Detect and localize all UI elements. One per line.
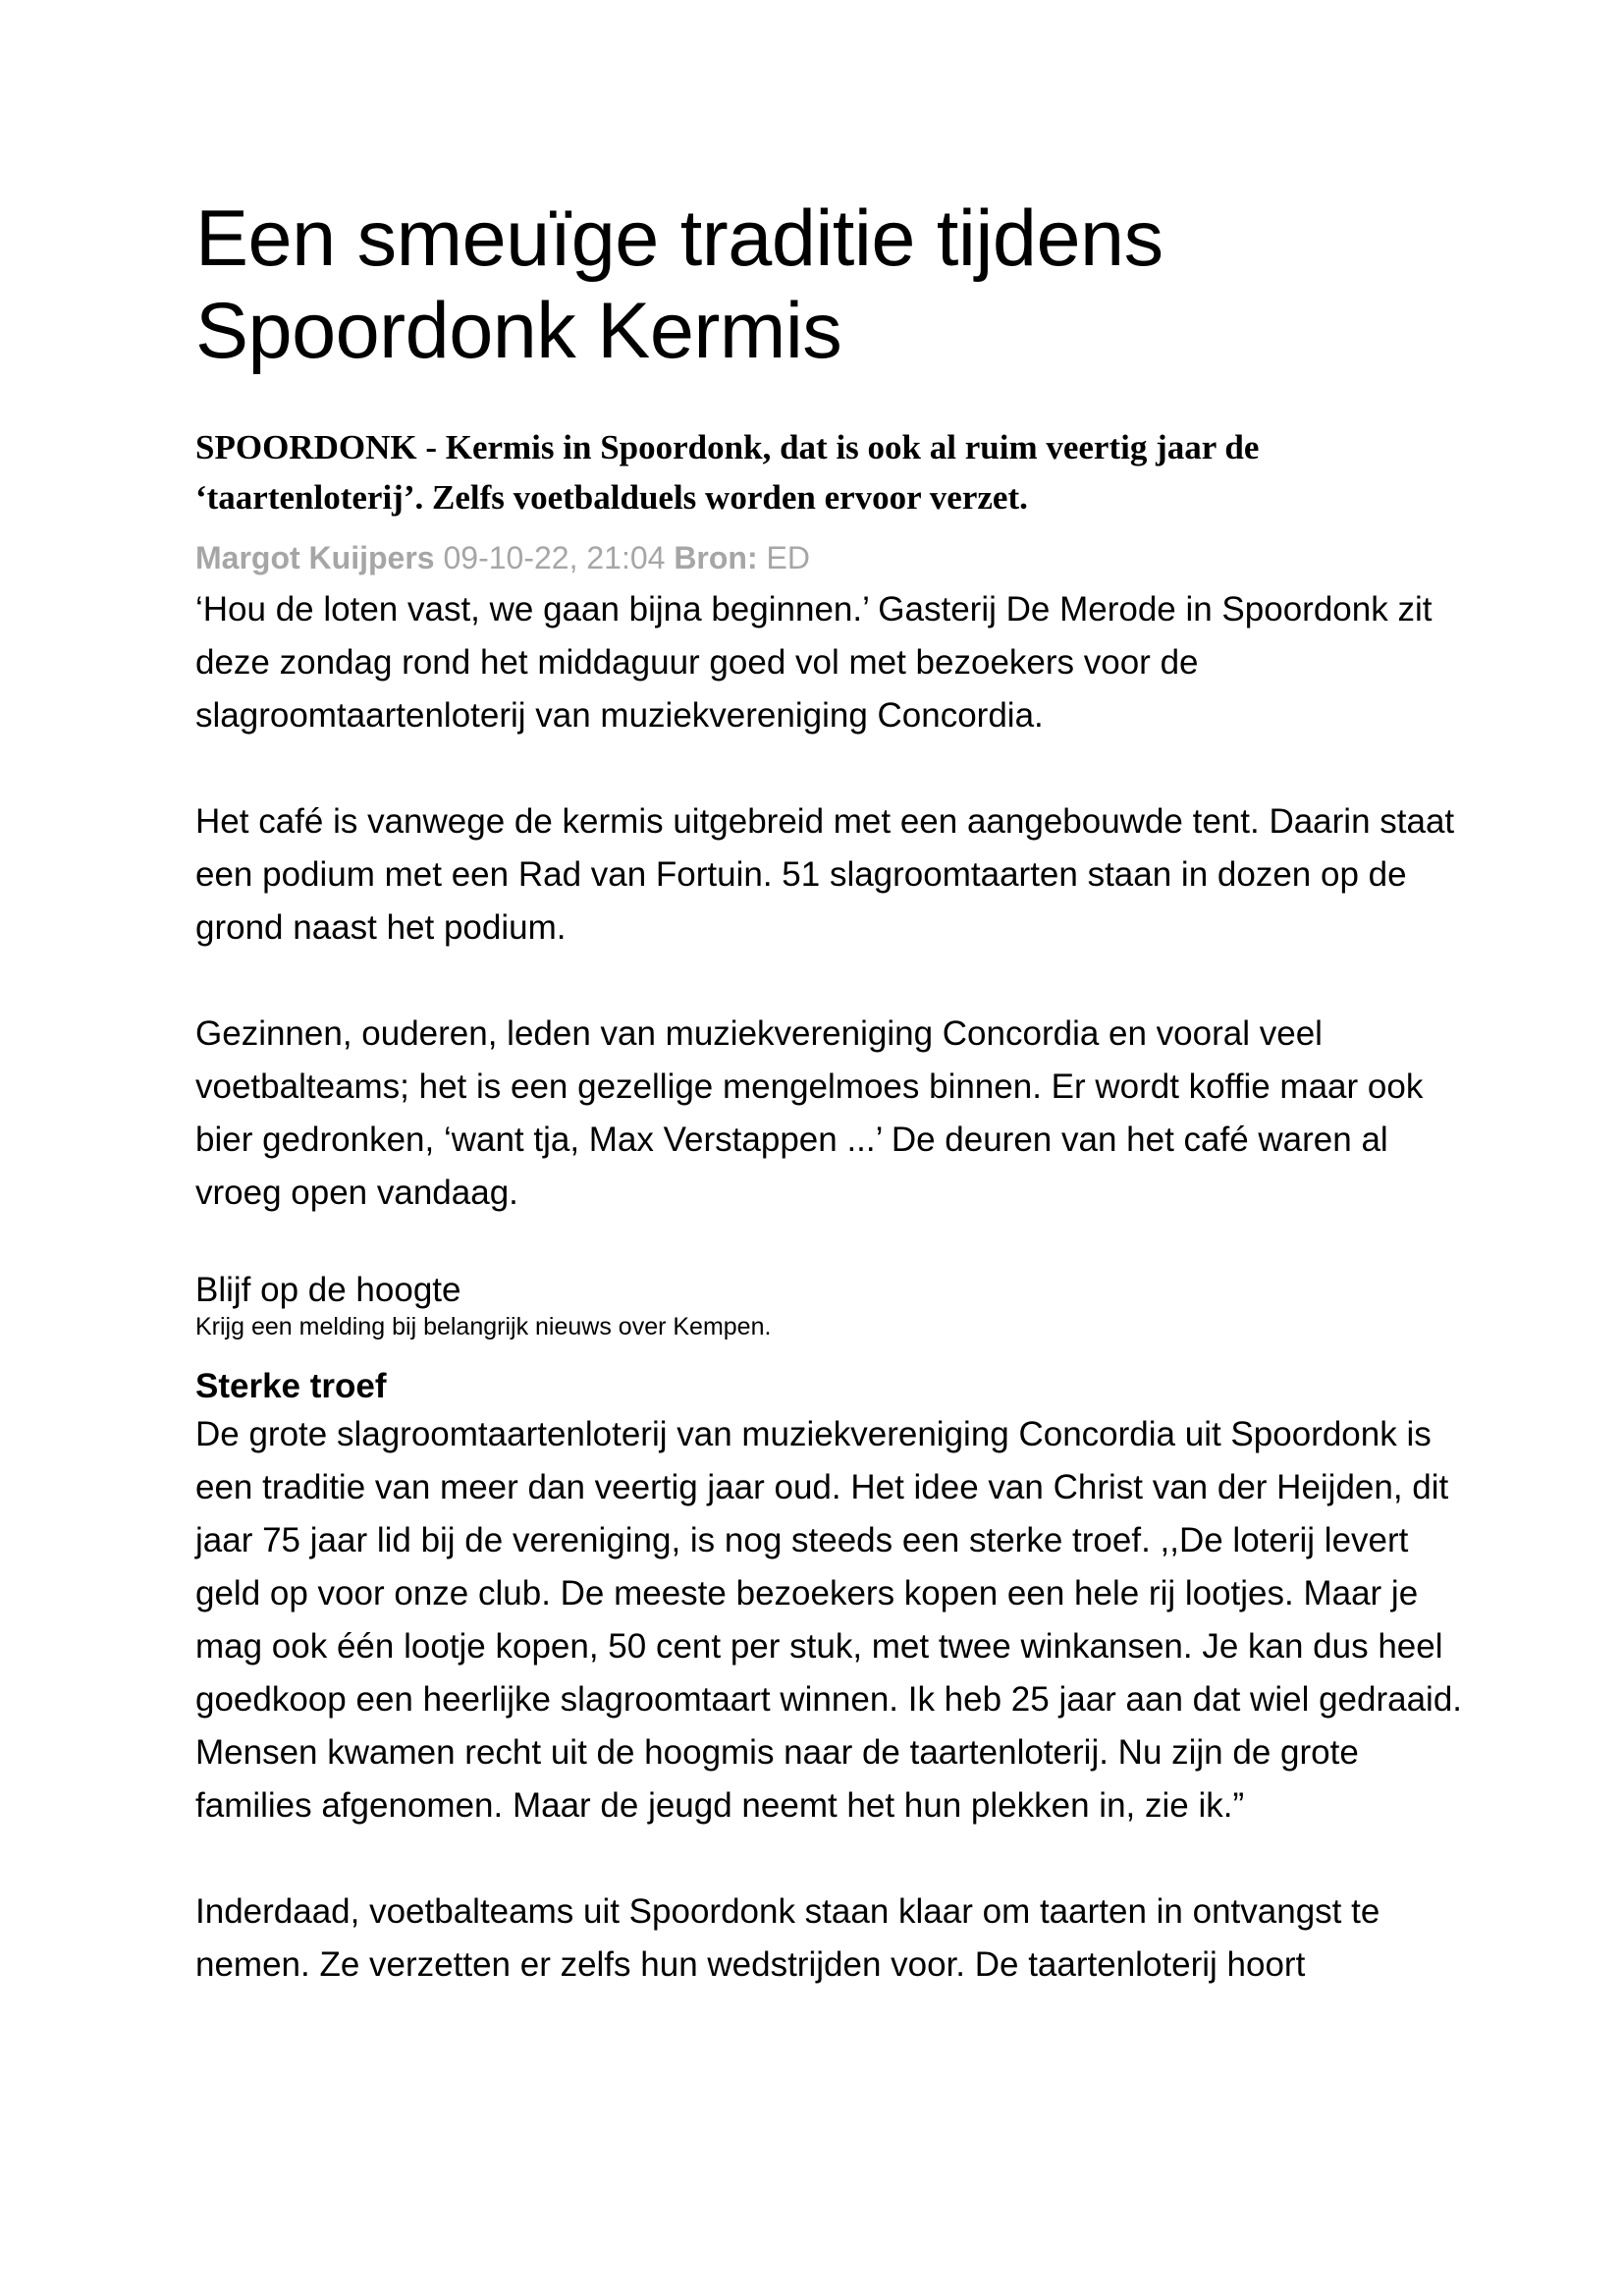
- publish-datetime: 09-10-22, 21:04: [443, 540, 666, 575]
- paragraph-5: Inderdaad, voetbalteams uit Spoordonk staan klaar om taarten in ontvangst te nemen. Ze verzetten er zelfs hun wedstrijden voor. De taartenloterij hoort: [195, 1892, 1380, 1984]
- notice-subtitle: Krijg een melding bij belangrijk nieuws over Kempen.: [195, 1313, 772, 1340]
- notice-title: Blijf op de hoogte: [195, 1271, 461, 1309]
- paragraph-4: De grote slagroomtaartenloterij van muziekvereniging Concordia uit Spoordonk is een traditie van meer dan veertig jaar oud. Het idee van Christ van der Heijden, dit jaar 75 jaar lid bij de vereniging, is nog steeds een sterke troef. ,,De loterij levert geld op voor onze club. De meeste bezoekers kopen een hele rij lootjes. Maar je mag ook één lootje kopen, 50 cent per stuk, met twee winkansen. Je kan dus heel goedkoop een heerlijke slagroomtaart winnen. Ik heb 25 jaar aan dat wiel gedraaid. Mensen kwamen recht uit de hoogmis naar de taartenloterij. Nu zijn de grote families afgenomen. Maar de jeugd neemt het hun plekken in, zie ik.”: [195, 1415, 1463, 1825]
- source-name: ED: [766, 540, 810, 575]
- article-meta: [195, 538, 1462, 577]
- article-title: Een smeuïge traditie tijdens Spoordonk Kermis: [195, 194, 1163, 375]
- article: [195, 192, 1462, 1992]
- paragraph-3: Gezinnen, ouderen, leden van muziekvereniging Concordia en vooral veel voetbalteams; het is een gezellige mengelmoes binnen. Er wordt koffie maar ook bier gedronken, ‘want tja, Max Verstappen ...’ De deuren van het café waren al vroeg open vandaag.: [195, 1014, 1424, 1212]
- section-subheading: Sterke troef: [195, 1367, 387, 1405]
- paragraph-2: Het café is vanwege de kermis uitgebreid met een aangebouwde tent. Daarin staat een podium met een Rad van Fortuin. 51 slagroomtaarten staan in dozen op de grond naast het podium.: [195, 802, 1455, 947]
- author-name[interactable]: Margot Kuijpers: [195, 540, 435, 575]
- paragraph-1: ‘Hou de loten vast, we gaan bijna beginnen.’ Gasterij De Merode in Spoordonk zit deze zondag rond het middaguur goed vol met bezoekers voor de slagroomtaartenloterij van muziekvereniging Concordia.: [195, 590, 1433, 735]
- article-lead: SPOORDONK - Kermis in Spoordonk, dat is ook al ruim veertig jaar de ‘taartenloterij’. Zelfs voetbalduels worden ervoor verzet.: [195, 428, 1260, 517]
- news-alert-notice[interactable]: [195, 1271, 1462, 1341]
- source-label: Bron:: [674, 540, 758, 575]
